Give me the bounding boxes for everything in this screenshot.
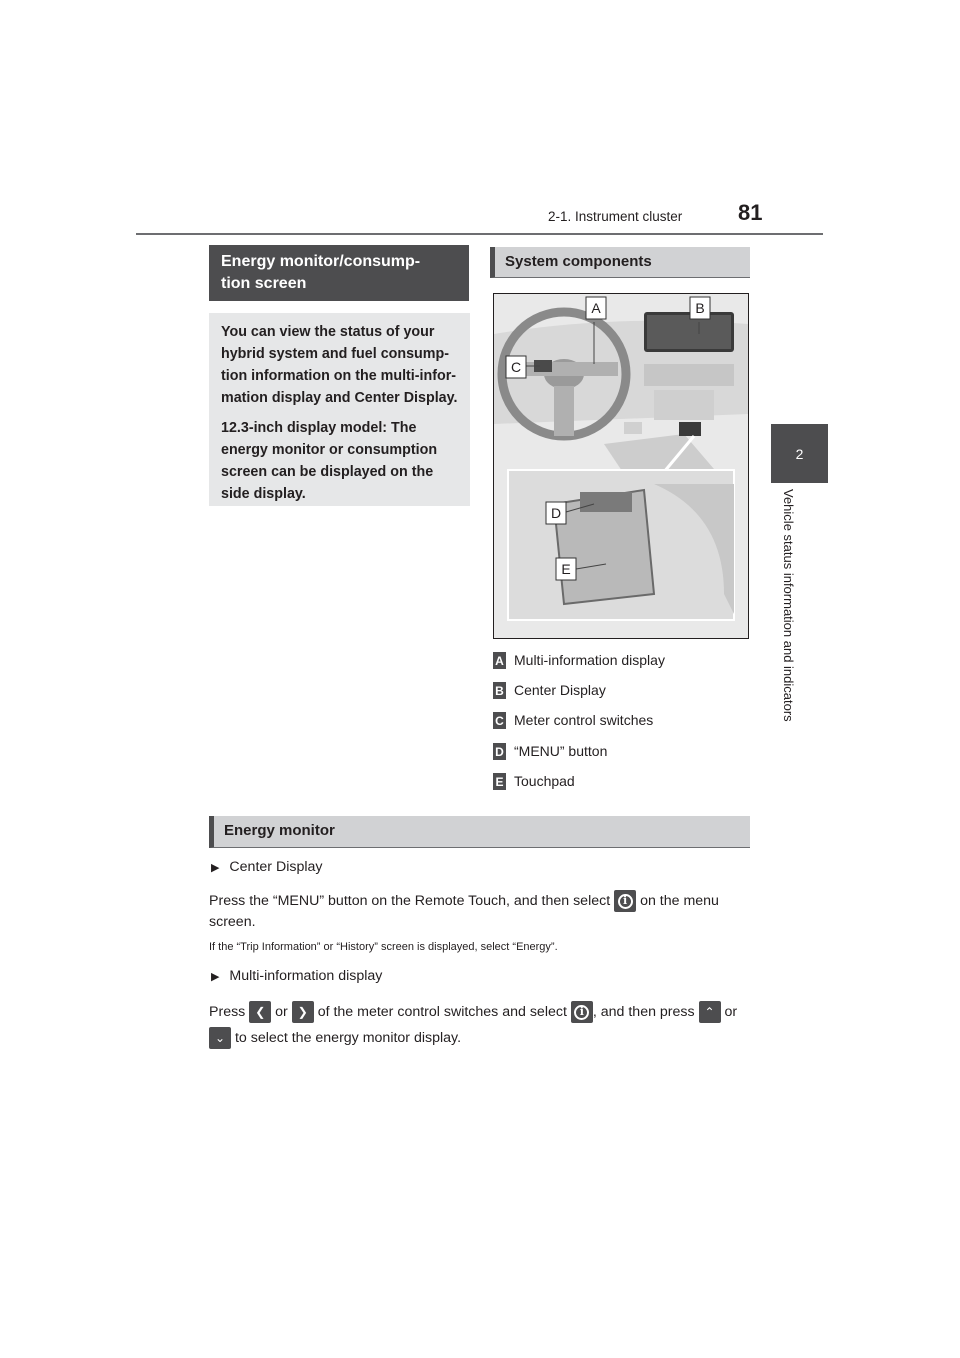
chevron-down-icon: ⌄ xyxy=(209,1027,231,1049)
legend-text-b: Center Display xyxy=(514,682,606,698)
energy-screen-heading-line1: Energy monitor/consump- xyxy=(221,253,421,270)
info-icon: i xyxy=(614,890,636,912)
legend-text-a: Multi-information display xyxy=(514,652,665,668)
callout-paragraph-1: You can view the status of your hybrid system and fuel consump-tion information on the multi-infor-mation display and Center Display. xyxy=(221,324,458,406)
chevron-up-icon: ⌃ xyxy=(699,1001,721,1023)
figure-label-e: E xyxy=(561,561,571,577)
legend-text-d: “MENU” button xyxy=(514,743,608,759)
energy-screen-callout xyxy=(209,313,470,506)
mid-press: Press xyxy=(209,1004,246,1020)
header-rule xyxy=(136,233,823,235)
legend-key-a: A xyxy=(493,652,506,669)
figure-label-b: B xyxy=(695,300,705,316)
legend-key-e: E xyxy=(493,773,506,790)
system-components-heading: System components xyxy=(490,247,750,278)
center-display-instruction xyxy=(209,890,750,932)
chapter-tab-title xyxy=(782,489,802,759)
multi-info-subheading-text: Multi-information display xyxy=(229,968,383,984)
system-components-figure xyxy=(493,293,749,639)
legend-key-b: B xyxy=(493,682,506,699)
figure-label-a: A xyxy=(591,300,601,316)
chapter-tab-title-text: Vehicle status information and indicators xyxy=(781,489,796,722)
center-instruction-part-b: on the menu screen. xyxy=(209,892,719,930)
energy-monitor-heading: Energy monitor xyxy=(209,816,750,848)
center-display-subheading xyxy=(211,857,322,878)
mid-text-2: , and then press xyxy=(592,1004,695,1020)
energy-screen-heading-line2: tion screen xyxy=(221,275,307,292)
legend-key-d: D xyxy=(493,743,506,760)
chapter-tab-number: 2 xyxy=(771,424,828,483)
triangle-right-icon: ▶ xyxy=(211,971,220,983)
chevron-left-icon: ❮ xyxy=(249,1001,271,1023)
dashboard-illustration xyxy=(494,294,748,638)
multi-info-instruction xyxy=(209,999,754,1051)
center-display-subheading-text: Center Display xyxy=(229,859,323,875)
triangle-right-icon: ▶ xyxy=(211,862,220,874)
mid-or-2: or xyxy=(724,1004,738,1020)
figure-label-d: D xyxy=(550,505,562,521)
mid-text-1: of the meter control switches and select xyxy=(317,1004,567,1020)
center-display-note: If the “Trip Information” or “History” screen is displayed, select “Energy”. xyxy=(209,941,558,953)
info-icon: i xyxy=(571,1001,593,1023)
figure-label-c: C xyxy=(510,359,522,375)
page-number: 81 xyxy=(738,200,763,225)
chevron-right-icon: ❯ xyxy=(292,1001,314,1023)
center-instruction-part-a: Press the “MENU” button on the Remote Touch, and then select xyxy=(209,892,611,909)
legend-text-e: Touchpad xyxy=(514,773,575,789)
mid-text-3: to select the energy monitor display. xyxy=(234,1030,462,1046)
multi-info-subheading xyxy=(211,966,382,987)
legend-text-c: Meter control switches xyxy=(514,712,654,728)
energy-screen-heading xyxy=(209,245,469,301)
legend-key-c: C xyxy=(493,712,506,729)
section-title: 2-1. Instrument cluster xyxy=(548,209,683,224)
callout-paragraph-2: 12.3-inch display model: The energy monitor or consumption screen can be displayed on the side display. xyxy=(221,420,438,502)
mid-or-1: or xyxy=(275,1004,288,1020)
